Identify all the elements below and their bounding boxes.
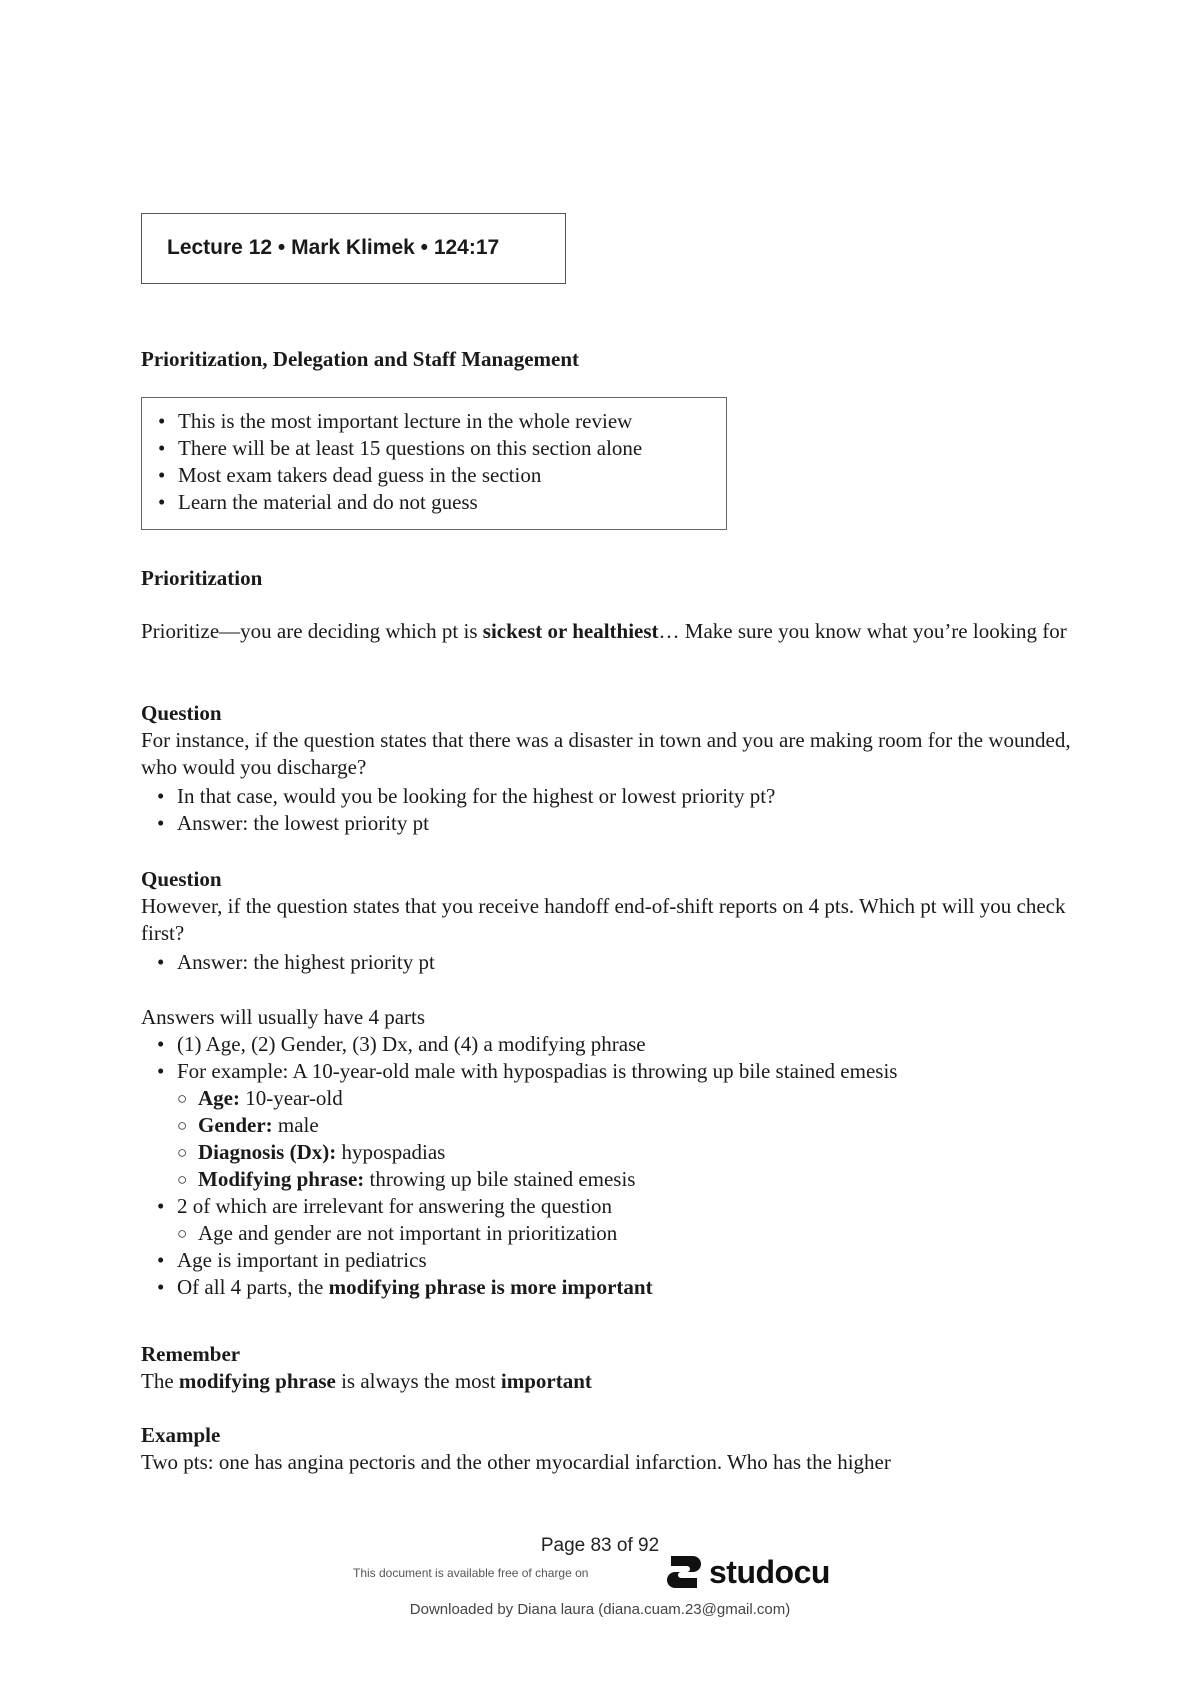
list-item: • Most exam takers dead guess in the section — [154, 462, 726, 489]
page-number: Page 83 of 92 — [540, 1535, 660, 1556]
prioritization-heading: Prioritization — [141, 566, 263, 590]
sub-list-item: ○ Gender: male — [153, 1112, 1076, 1139]
intro-bold: sickest or healthiest — [482, 619, 659, 643]
section-title: Prioritization, Delegation and Staff Management — [141, 347, 580, 371]
list-item: • Answer: the lowest priority pt — [153, 810, 1076, 837]
question-1 — [141, 700, 1076, 837]
download-note: Downloaded by Diana laura (diana.cuam.23@gmail.com) — [409, 1601, 791, 1618]
question-bullets — [153, 949, 1076, 976]
question-text: However, if the question states that you receive handoff end-of-shift reports on 4 pts. Which pt will you check first? — [141, 894, 1066, 945]
list-item: • 2 of which are irrelevant for answering the question — [153, 1193, 1076, 1220]
list-item: • (1) Age, (2) Gender, (3) Dx, and (4) a modifying phrase — [153, 1031, 1076, 1058]
list-item: • Learn the material and do not guess — [154, 489, 726, 516]
notice-box — [141, 397, 727, 530]
example-heading: Example — [141, 1423, 221, 1447]
list-item: • Of all 4 parts, the modifying phrase is more important — [153, 1274, 1076, 1301]
list-item: • For example: A 10-year-old male with hypospadias is throwing up bile stained emesis — [153, 1058, 1076, 1085]
studocu-logo-icon — [663, 1552, 703, 1592]
example-section — [141, 1422, 1076, 1476]
remember-text: The modifying phrase is always the most important — [141, 1369, 592, 1393]
intro-text: Prioritize—you are deciding which pt is — [141, 619, 483, 643]
answers-intro: Answers will usually have 4 parts — [141, 1005, 426, 1029]
availability-note: This document is available free of charge on — [353, 1566, 589, 1580]
question-bullets — [153, 783, 1076, 837]
list-item: • Answer: the highest priority pt — [153, 949, 1076, 976]
sub-list-item: ○ Modifying phrase: throwing up bile stained emesis — [153, 1166, 1076, 1193]
list-item: • There will be at least 15 questions on this section alone — [154, 435, 726, 462]
sub-list-item: ○ Age: 10-year-old — [153, 1085, 1076, 1112]
intro-text-end: … Make sure you know what you’re looking for — [658, 619, 1067, 643]
list-item: • Age is important in pediatrics — [153, 1247, 1076, 1274]
lecture-header: Lecture 12 • Mark Klimek • 124:17 — [167, 236, 500, 259]
logo-text: studocu — [709, 1553, 830, 1590]
answers-section — [141, 1004, 1076, 1301]
question-heading: Question — [141, 867, 222, 891]
lecture-header-box — [141, 213, 566, 284]
answers-list — [153, 1031, 1076, 1301]
sub-list-item: ○ Diagnosis (Dx): hypospadias — [153, 1139, 1076, 1166]
studocu-logo[interactable] — [663, 1552, 830, 1592]
example-text: Two pts: one has angina pectoris and the other myocardial infarction. Who has the higher — [141, 1450, 891, 1474]
list-item: • In that case, would you be looking for the highest or lowest priority pt? — [153, 783, 1076, 810]
question-2 — [141, 866, 1076, 976]
remember-heading: Remember — [141, 1342, 241, 1366]
list-item: • This is the most important lecture in the whole review — [154, 408, 726, 435]
remember-section — [141, 1341, 1076, 1395]
prioritization-intro — [141, 618, 1071, 645]
question-text: For instance, if the question states that there was a disaster in town and you are making room for the wounded, who would you discharge? — [141, 728, 1071, 779]
sub-list-item: ○ Age and gender are not important in prioritization — [153, 1220, 1076, 1247]
question-heading: Question — [141, 701, 222, 725]
notice-list — [154, 408, 726, 516]
